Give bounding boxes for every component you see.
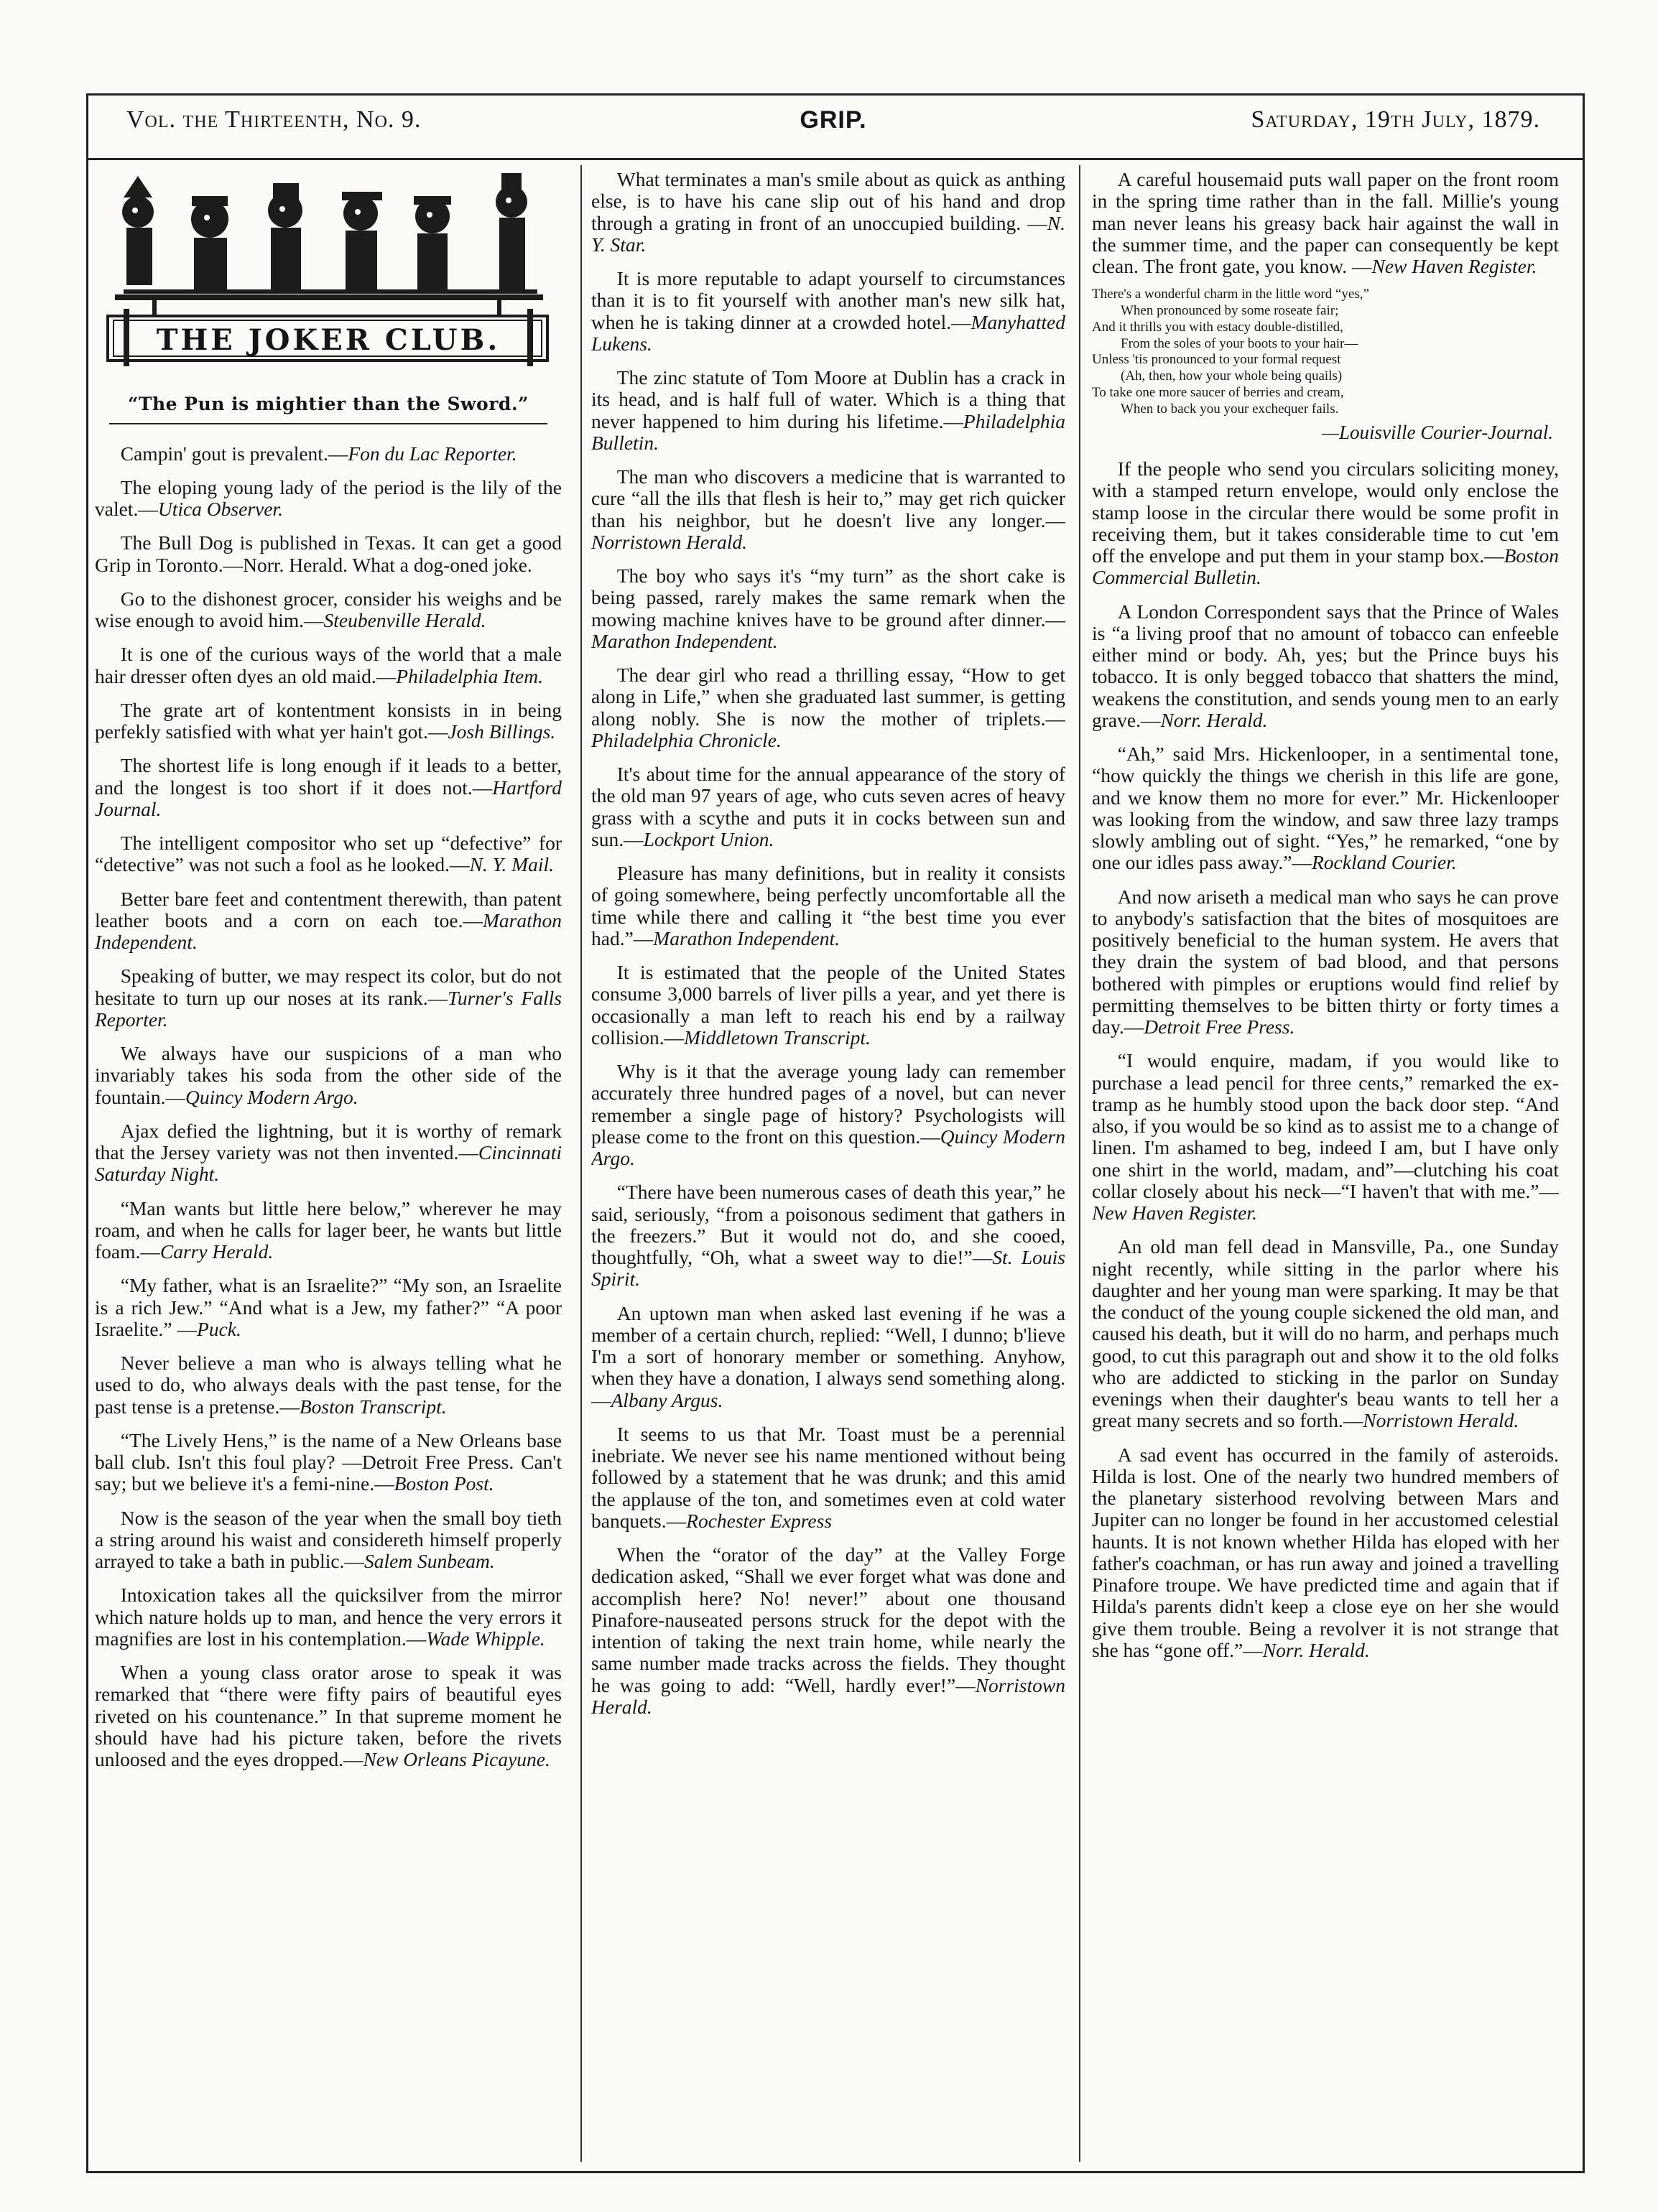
header-rule [86,158,1585,160]
paragraph-source: Middletown Transcript. [684,1026,871,1049]
poem-line: And it thrills you with estacy double-distilled, [1092,319,1343,335]
paragraph-source: Quincy Modern Argo. [591,1125,1065,1169]
paragraph [95,1662,562,1770]
publication-title: GRIP. [800,106,867,134]
paragraph [1092,886,1559,1038]
column-1-items [95,443,562,1771]
paragraph-text: When a young class orator arose to speak it was remarked that “there were fifty pairs of beautiful eyes riveted on his countenance.” In that supreme moment he should have had his picture taken, before the rivets unloosed and the eyes dropped.— [95,1661,562,1770]
masthead-illustration [95,169,562,384]
paragraph [95,1198,562,1263]
column-2-items [591,169,1065,1718]
paragraph [95,1430,562,1495]
paragraph [95,532,562,576]
paragraph-source: Norr. Herald. [1160,708,1268,731]
paragraph [95,832,562,876]
paragraph [591,466,1065,553]
paragraph-source: Turner's Falls Reporter. [95,986,562,1031]
paragraph-text: Intoxication takes all the quicksilver from the mirror which nature holds up to man, and hence the very errors it magnifies are lost in his contemplation.— [95,1584,562,1650]
paragraph-source: Boston Transcript. [299,1395,447,1418]
paragraph-text: A London Correspondent says that the Prince of Wales is “a living proof that no amount of tobacco can enfeeble either mind or body. Ah, yes; but the Prince buys his tobacco. It is only begged tobacco that shatters the mind, weakens the constitution, and sends young men to an early grave.— [1092,600,1559,731]
paragraph [591,565,1065,652]
paragraph-source: Philadelphia Chronicle. [591,728,782,751]
paragraph-source: Josh Billings. [448,720,556,743]
paragraph-text: Better bare feet and contentment therewith, than patent leather boots and a corn on each toe.— [95,887,562,931]
paragraph [95,477,562,521]
paragraph-source: Lockport Union. [643,827,774,850]
paragraph [95,643,562,687]
paragraph-source: St. Louis Spirit. [591,1246,1065,1291]
paragraph-source: Marathon Independent. [591,629,778,652]
paragraph-source: N. Y. Mail. [469,853,554,876]
paragraph [1092,1444,1559,1662]
paragraph-text: Go to the dishonest grocer, consider his weighs and be wise enough to avoid him.— [95,587,562,631]
paragraph [591,863,1065,949]
page-header [89,102,1578,152]
paragraph-text: “Man wants but little here below,” wherever he may roam, and when he calls for lager beer, he wants but little foam.— [95,1196,562,1263]
paragraph [591,962,1065,1049]
paragraph-source: Hartford Journal. [95,776,562,820]
paragraph-source: New Orleans Picayune. [363,1748,550,1770]
column-1 [95,169,562,2155]
paragraph-source: Quincy Modern Argo. [185,1085,358,1108]
column-2 [591,169,1065,2155]
paragraph [591,1544,1065,1718]
paragraph [591,1181,1065,1290]
paragraph [591,367,1065,454]
paragraph-source: Puck. [197,1317,241,1340]
paragraph-text: Campin' gout is prevalent.— [120,442,348,465]
paragraph-source: Salem Sunbeam. [363,1550,495,1572]
paragraph-text: “There have been numerous cases of death this year,” he said, seriously, “from a poisonous sediment that gathers in the freezers.” But it would not do, and she cooed, thoughtfully, “Oh, what a sweet way to die!”— [591,1181,1065,1268]
paragraph-source: Norristown Herald. [591,530,747,553]
paragraph-text: “My father, what is an Israelite?” “My son, an Israelite is a rich Jew.” “And what is a Jew, my father?” “A poor Israelite.” — [95,1274,562,1340]
paragraph-text: An old man fell dead in Mansville, Pa., one Sunday night recently, while sitting in the parlor where his daughter and her young man were sparking. It may be that the conduct of the young couple sickened the old man, and caused his death, but it will do no harm, and perhaps much good, to cut this paragraph out and show it to the old folks who are addicted to sticking in the parlor on Sunday evenings when their daughter's beau wants to tell her a great many secrets and so forth.— [1092,1235,1559,1432]
paragraph-text: “The Lively Hens,” is the name of a New Orleans base ball club. Isn't this foul play? —Detroit Free Press. Can't say; but we believe it's a femi-nine.— [95,1428,562,1495]
paragraph-text: And now ariseth a medical man who says he can prove to anybody's satisfaction that the bites of mosquitoes are positively beneficial to the human system. He avers that they drain the system of bad blood, and that persons bothered with pimples or eruptions would find relief by permitting themselves to be bitten thirty or forty times a day.— [1092,885,1559,1038]
paragraph-source: New Haven Register. [1092,1202,1257,1224]
paragraph [95,700,562,743]
paragraph-text: Ajax defied the lightning, but it is worthy of remark that the Jersey variety was not then invented.— [95,1119,562,1163]
paragraph [95,1507,562,1573]
paragraph-source: Norristown Herald. [1363,1409,1519,1432]
poem [1092,287,1559,444]
paragraph-source: Philadelphia Item. [396,664,543,687]
paragraph-source: Utica Observer. [157,498,283,520]
paragraph-text: It's about time for the annual appearance of the story of the old man 97 years of age, who cuts seven acres of heavy grass with a scythe and puts it in cocks between sun and sun.— [591,763,1065,850]
paragraph-text: It is estimated that the people of the United States consume 3,000 barrels of liver pills a year, and yet there is occasionally a man left to reach his end by a railway collision.— [591,961,1065,1049]
paragraph [95,443,562,465]
paragraph-source: Wade Whipple. [426,1627,545,1650]
paragraph-source: Carry Herald. [159,1240,274,1263]
paragraph-text: The grate art of kontentment konsists in in being perfekly satisfied with what yer hain't got.— [95,698,562,743]
paragraph [95,1120,562,1186]
paragraph-source: Albany Argus. [611,1388,723,1411]
paragraph-text: The boy who says it's “my turn” as the short cake is being passed, rarely makes the same remark when the mowing machine knives have to be ground after dinner.— [591,564,1065,631]
paragraph [1092,601,1559,732]
paragraph [1092,1236,1559,1431]
paragraph-text: It is more reputable to adapt yourself to circumstances than it is to fit yourself with another man's new silk hat, when he is taking dinner at a crowded hotel.— [591,267,1065,333]
paragraph-source: Boston Post. [394,1472,494,1495]
paragraph-text: It seems to us that Mr. Toast must be a perennial inebriate. We never see his name mentioned without being followed by a statement that he was drunk; and this amid the applause of the ton, and sometimes even at cold water banquets.— [591,1422,1065,1532]
paragraph [95,1352,562,1418]
paragraph-text: The dear girl who read a thrilling essay, “How to get along in Life,” when she graduated last summer, is getting along nobly. She is now the mother of triplets.— [591,664,1065,730]
paragraph-text: We always have our suspicions of a man who invariably takes his soda from the other side of the fountain.— [95,1042,562,1108]
poem-line: To take one more saucer of berries and cream, [1092,385,1344,401]
poem-line: (Ah, then, how your whole being quails) [1121,368,1343,384]
paragraph-text: The zinc statute of Tom Moore at Dublin has a crack in its head, and is half full of water. Which is a thing that never happened to him during his lifetime.— [591,366,1065,432]
paragraph-text: Never believe a man who is always telling what he used to do, who always deals with the past tense, for the past tense is a pretense.— [95,1352,562,1418]
paragraph-text: Pleasure has many definitions, but in reality it consists of going somewhere, being perfectly uncomfortable all the time while there and calling it “the best time you ever had.”— [591,862,1065,949]
paragraph-source: Manyhatted Lukens. [591,310,1065,355]
paragraph [591,664,1065,751]
paragraph [591,1061,1065,1169]
paragraph-source: Rockland Courier. [1311,851,1457,874]
paragraph [95,1043,562,1108]
paragraph-text: Now is the season of the year when the small boy tieth a string around his waist and considereth himself properly arrayed to take a bath in public.— [95,1506,562,1572]
paragraph [591,1303,1065,1411]
paragraph-text: Speaking of butter, we may respect its color, but do not hesitate to turn up our noses at its rank.— [95,965,562,1009]
paragraph-source: Norr. Herald. [1262,1638,1370,1661]
paragraph-source: Detroit Free Press. [1144,1016,1295,1038]
club-name: THE JOKER CLUB. [156,323,501,357]
volume-number: Vol. the Thirteenth, No. 9. [126,106,422,133]
paragraph-text: The intelligent compositor who set up “defective” for “detective” was not such a fool as he looked.— [95,832,562,876]
paragraph-text: The shortest life is long enough if it leads to a better, and the longest is too short if it does not.— [95,754,562,799]
poem-line: From the soles of your boots to your hair— [1121,335,1358,351]
paragraph-source: Rochester Express [686,1509,833,1532]
paragraph-source: N. Y. Star. [591,211,1065,256]
paragraph-source: Boston Commercial Bulletin. [1092,544,1559,589]
paragraph [95,588,562,632]
paragraph-text: The eloping young lady of the period is the lily of the valet.— [95,475,562,520]
paragraph [95,965,562,1031]
paragraph-text: “I would enquire, madam, if you would like to purchase a lead pencil for three cents,” remarked the ex-tramp as he humbly stood upon the back door step. “And also, if you would be so kind as to assist me to a change of linen. I'm ashamed to beg, indeed I am, but I have only one shirt in the world, madam, and”—clutching his coat collar closely about his neck—“I haven't that with me.”— [1092,1049,1559,1202]
paragraph [95,755,562,820]
paragraph-text: The man who discovers a medicine that is warranted to cure “all the ills that flesh is heir to,” may get rich quicker than his neighbor, but he doesn't live any longer.— [591,465,1065,531]
column-divider [580,165,582,2162]
paragraph-source: Steubenville Herald. [323,609,486,631]
paragraph-source: Philadelphia Bulletin. [591,409,1065,454]
joker-club-masthead [95,169,562,384]
paragraph [1092,1050,1559,1224]
club-motto: “The Pun is mightier than the Sword.” [128,394,529,414]
paragraph-text: Why is it that the average young lady can remember accurately three hundred pages of a novel, but can never remember a single page of history? Psychologists will please come to the front on this question.— [591,1060,1065,1148]
paragraph [591,268,1065,355]
paragraph-text: If the people who send you circulars soliciting money, with a stamped return envelope, would only enclose the stamp loose in the circular there would be some profit in receiving them, but it takes considerable time to cut 'em off the envelope and put them in your stamp box.— [1092,457,1559,567]
paragraph: A careful housemaid puts wall paper on the front room in the spring time rather than in the fall. Millie's young man never leans his greasy back hair against the wall in the summer time, and the paper can consequently be kept clean. The front gate, you know. —New Haven Register. [1092,169,1559,277]
paragraph [591,763,1065,850]
column-3-items [1092,458,1559,1661]
poem-line: There's a wonderful charm in the little word “yes,” [1092,287,1369,302]
paragraph [95,888,562,954]
column-divider [1079,165,1080,2162]
paragraph-source: Cincinnati Saturday Night. [95,1141,562,1186]
issue-date: Saturday, 19th July, 1879. [1251,106,1540,133]
paragraph [95,1275,562,1340]
paragraph [591,169,1065,256]
paragraph-text: An uptown man when asked last evening if he was a member of a certain church, replied: “Well, I dunno; b'lieve I'm a sort of honorary member or something. Anyhow, when they have a donation, I always send something along.— [591,1301,1065,1411]
poem-line: Unless 'tis pronounced to your formal request [1092,352,1341,368]
paragraph-text: It is one of the curious ways of the world that a male hair dresser often dyes an old maid.— [95,643,562,687]
motto-rule [109,423,547,424]
poem-line: When to back you your exchequer fails. [1121,401,1339,417]
paragraph-text: What terminates a man's smile about as quick as anthing else, is to have his cane slip out of his hand and drop through a grating in front of an unoccupied building. — [591,169,1065,234]
paragraph-source: Marathon Independent. [653,926,840,949]
poem-attribution: —Louisville Courier-Journal. [1322,421,1553,443]
paragraph [95,1584,562,1650]
paragraph-text: “Ah,” said Mrs. Hickenlooper, in a sentimental tone, “how quickly the things we cherish in this life are gone, and we know them no more for ever.” Mr. Hickenlooper was looking from the window, and saw three lazy tramps slowly ambling out of sight. “Yes,” he remarked, “one by one our idles pass away.”— [1092,743,1559,874]
paragraph [1092,743,1559,874]
paragraph-source: Marathon Independent. [95,908,562,953]
paragraph-text: The Bull Dog is published in Texas. It can get a good Grip in Toronto.—Norr. Herald. What a dog-oned joke. [95,531,562,576]
paragraph-source: Fon du Lac Reporter. [348,442,517,465]
paragraph-source: Norristown Herald. [591,1673,1065,1718]
paragraph [1092,458,1559,589]
paragraph-text: A sad event has occurred in the family of asteroids. Hilda is lost. One of the nearly two hundred members of the planetary sisterhood revolving between Mars and Jupiter can no longer be found in her accustomed celestial haunts. It is not known whether Hilda has eloped with her father's coachman, or has run away and joined a travelling Pinafore troupe. We have predicted time and again that if Hilda's parents didn't keep a close eye on her she would give them trouble. Being a revolver it is not strange that she has “gone off.”— [1092,1443,1559,1661]
poem-line: When pronounced by some roseate fair; [1121,303,1339,319]
column-3 [1092,169,1559,2155]
paragraph [591,1423,1065,1532]
paragraph-text: When the “orator of the day” at the Valley Forge dedication asked, “Shall we ever forget what was done and accomplish here? No! never!” about one thousand Pinafore-nauseated persons struck for the depot with the intention of taking the next train home, while nearly the same number made tracks across the fields. They thought he was going to add: “Well, hardly ever!”— [591,1543,1065,1696]
